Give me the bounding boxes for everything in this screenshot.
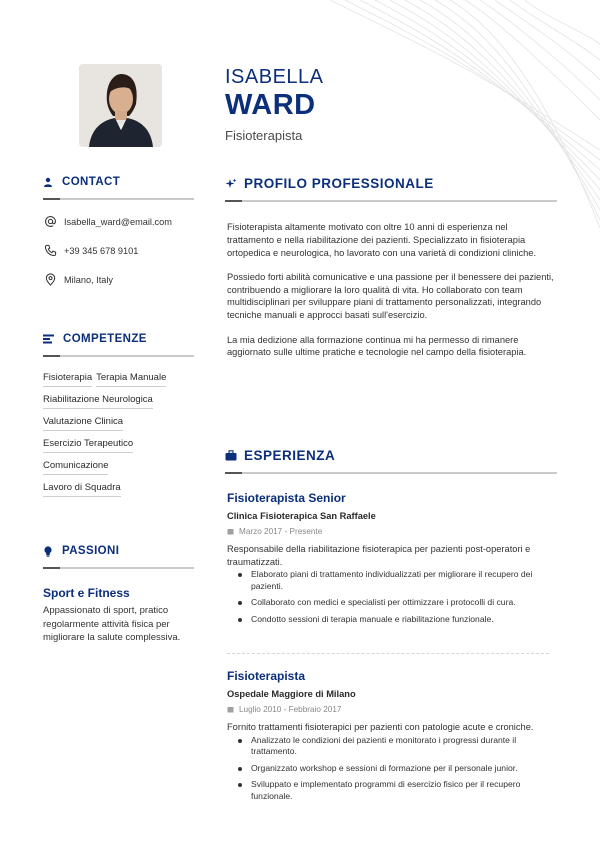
at-icon [44, 215, 57, 228]
contact-email-text: Isabella_ward@email.com [64, 216, 172, 227]
job-title: Fisioterapista [225, 128, 303, 143]
skill-item: Esercizio Terapeutico [43, 438, 133, 453]
profile-photo [79, 64, 162, 147]
user-icon [43, 177, 53, 187]
job-company: Clinica Fisioterapica San Raffaele [227, 511, 376, 521]
contact-heading-label: CONTACT [62, 176, 121, 188]
profile-heading-label: PROFILO PROFESSIONALE [244, 176, 434, 191]
profile-divider [225, 200, 557, 202]
lightbulb-icon [43, 546, 53, 557]
job-role: Fisioterapista [227, 669, 306, 683]
briefcase-icon [225, 450, 237, 461]
job-bullets [227, 735, 557, 803]
experience-separator [227, 653, 549, 654]
profile-heading [225, 176, 557, 191]
skills-heading-label: COMPETENZE [63, 333, 147, 345]
experience-entry [227, 491, 557, 631]
contact-email[interactable] [44, 215, 172, 228]
experience-divider [225, 472, 557, 474]
profile-paragraph: Possiedo forti abilità comunicative e una passione per il benessere dei pazienti, contribuendo a migliorare la loro qualità di vita. Ho collaborato con team multidisciplinari per sviluppare piani di trattamento personalizzati, integrando tecniche manuali e approcci basati sull'esercizio. [227, 271, 554, 321]
profile-summary [227, 221, 557, 371]
decorative-waves [270, 0, 600, 230]
skill-item: Riabilitazione Neurologica [43, 394, 153, 409]
phone-icon [44, 244, 57, 257]
job-bullet: Organizzato workshop e sessioni di formazione per il personale junior. [227, 763, 557, 775]
hobby-description: Appassionato di sport, pratico regolarmente attività fisica per migliorare la salute complessiva. [43, 605, 181, 643]
contact-location-text: Milano, Italy [64, 274, 114, 285]
sparkle-icon [225, 178, 237, 190]
job-bullets [227, 569, 557, 625]
skill-item: Terapia Manuale [96, 372, 166, 387]
job-dates [227, 705, 557, 714]
job-bullet: Analizzato le condizioni dei pazienti e monitorato i progressi durante il trattamento. [227, 735, 557, 758]
experience-entry [227, 669, 557, 808]
contact-phone[interactable] [44, 244, 138, 257]
first-name: ISABELLA [225, 66, 324, 88]
skill-item: Comunicazione [43, 460, 108, 475]
profile-paragraph: La mia dedizione alla formazione continua mi ha permesso di rimanere aggiornato sulle ultime pratiche e tecnologie nel campo della fisioterapia. [227, 334, 527, 358]
job-description: Responsabile della riabilitazione fisioterapica per pazienti post-operatori e traumatizzati. [227, 544, 531, 567]
location-pin-icon [44, 273, 57, 286]
job-bullet: Sviluppato e implementato programmi di esercizio fisico per il recupero funzionale. [227, 779, 557, 802]
experience-heading-label: ESPERIENZA [244, 448, 336, 463]
contact-phone-text: +39 345 678 9101 [64, 245, 139, 256]
skills-divider [43, 355, 194, 357]
skill-item: Lavoro di Squadra [43, 482, 121, 497]
job-role: Fisioterapista Senior [227, 491, 346, 505]
job-bullet: Condotto sessioni di terapia manuale e riabilitazione funzionale. [227, 614, 557, 626]
profile-paragraph: Fisioterapista altamente motivato con oltre 10 anni di esperienza nel trattamento e nella riabilitazione dei pazienti. Specializzato in fisioterapia ortopedica e neurologica, ho lavorato con una varietà di condizioni cliniche. [227, 222, 537, 258]
job-bullet: Elaborato piani di trattamento individualizzati per migliorare il recupero dei pazienti. [227, 569, 557, 592]
last-name: WARD [225, 89, 316, 121]
calendar-icon [227, 706, 234, 713]
job-bullet: Collaborato con medici e specialisti per ottimizzare i protocolli di cura. [227, 597, 557, 609]
job-company: Ospedale Maggiore di Milano [227, 689, 356, 699]
skill-item: Fisioterapia [43, 372, 92, 387]
experience-heading [225, 448, 557, 463]
job-description: Fornito trattamenti fisioterapici per pazienti con patologie acute e croniche. [227, 722, 534, 732]
skill-item: Valutazione Clinica [43, 416, 123, 431]
contact-heading [43, 176, 194, 188]
hobbies-divider [43, 567, 194, 569]
contact-location [44, 273, 113, 286]
job-dates [227, 527, 557, 536]
skills-heading [43, 333, 194, 345]
hobby-title: Sport e Fitness [43, 586, 130, 600]
contact-divider [43, 198, 194, 200]
job-dates-text: Luglio 2010 - Febbraio 2017 [239, 705, 342, 714]
skills-list [43, 372, 203, 504]
hobbies-heading-label: PASSIONI [62, 545, 120, 557]
bars-icon [43, 334, 54, 344]
hobbies-heading [43, 545, 194, 557]
calendar-icon [227, 528, 234, 535]
job-dates-text: Marzo 2017 - Presente [239, 527, 323, 536]
